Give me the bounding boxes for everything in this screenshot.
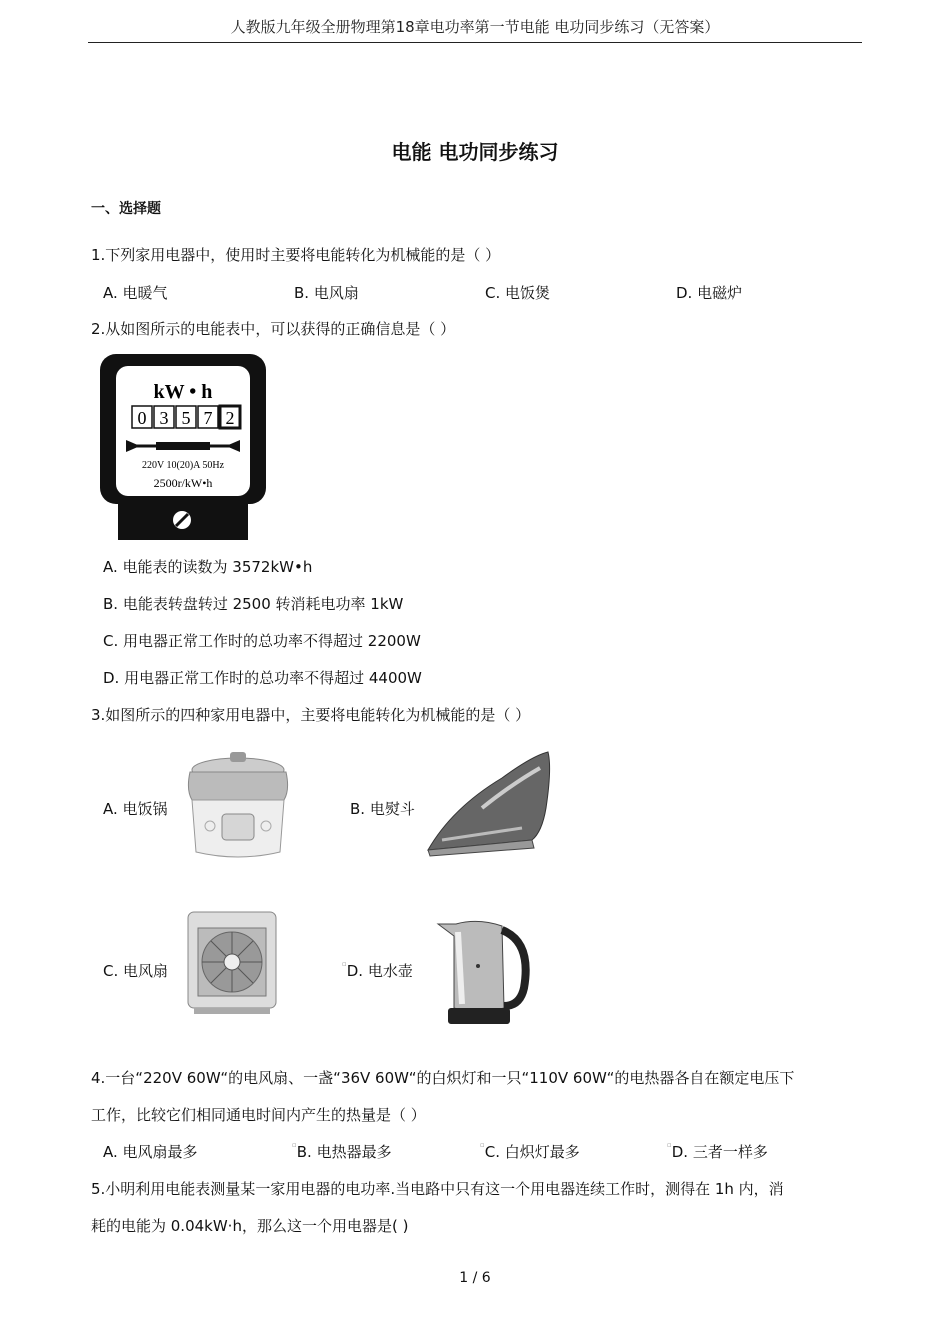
question-5-line-1: 5.小明利用电能表测量某一家用电器的电功率.当电路中只有这一个用电器连续工作时，测得在 1h 内，消	[91, 1180, 784, 1198]
question-3-text: 3.如图所示的四种家用电器中，主要将电能转化为机械能的是（ ）	[91, 706, 531, 724]
box-fan-image	[184, 908, 280, 1016]
meter-digit-5: 2	[225, 408, 235, 428]
q3-option-a: A. 电饭锅	[103, 800, 168, 818]
question-5-line-2: 耗的电能为 0.04kW·h，那么这一个用电器是( )	[91, 1217, 409, 1235]
meter-digit-3: 5	[181, 408, 191, 428]
question-4-line-1: 4.一台“220V 60W“的电风扇、一盏“36V 60W“的白炽灯和一只“110V 60W“的电热器各自在额定电压下	[91, 1069, 795, 1087]
meter-unit: kW • h	[153, 381, 213, 403]
meter-digit-2: 3	[159, 408, 169, 428]
q4-option-d: ▫D. 三者一样多	[667, 1141, 768, 1161]
meter-constant: 2500r/kW•h	[153, 476, 213, 490]
electric-iron-image	[422, 748, 556, 858]
page-title: 电能 电功同步练习	[391, 140, 559, 164]
q4-option-c: ▫C. 白炽灯最多	[480, 1141, 580, 1161]
q3-option-c: C. 电风扇	[103, 962, 169, 980]
q1-option-c: C. 电饭煲	[485, 284, 551, 302]
question-4-line-2: 工作，比较它们相同通电时间内产生的热量是（ ）	[91, 1106, 426, 1124]
section-heading: 一、选择题	[91, 201, 161, 217]
q2-option-d: D. 用电器正常工作时的总功率不得超过 4400W	[103, 669, 422, 687]
q2-option-a: A. 电能表的读数为 3572kW•h	[103, 558, 313, 576]
q4-option-b: ▫B. 电热器最多	[292, 1141, 392, 1161]
page-number: 1 / 6	[459, 1270, 491, 1286]
q2-option-b: B. 电能表转盘转过 2500 转消耗电功率 1kW	[103, 595, 404, 613]
q1-option-b: B. 电风扇	[294, 284, 359, 302]
q3-option-b: B. 电熨斗	[350, 800, 415, 818]
q1-option-a: A. 电暖气	[103, 284, 168, 302]
q1-option-d: D. 电磁炉	[676, 284, 743, 302]
page-header: 人教版九年级全册物理第18章电功率第一节电能 电功同步练习（无答案）	[230, 18, 720, 36]
q3-option-d: ▫D. 电水壶	[342, 960, 413, 980]
energy-meter-figure	[98, 352, 268, 540]
meter-rating: 220V 10(20)A 50Hz	[141, 460, 225, 471]
meter-digit-4: 7	[203, 408, 213, 428]
electric-kettle-image	[428, 912, 534, 1032]
q4-option-a: A. 电风扇最多	[103, 1143, 198, 1161]
meter-digit-1: 0	[137, 408, 147, 428]
rice-cooker-image	[182, 750, 294, 862]
question-1-text: 1.下列家用电器中，使用时主要将电能转化为机械能的是（ ）	[91, 246, 501, 264]
q2-option-c: C. 用电器正常工作时的总功率不得超过 2200W	[103, 632, 421, 650]
question-2-text: 2.从如图所示的电能表中，可以获得的正确信息是（ ）	[91, 320, 456, 338]
header-rule	[88, 42, 862, 43]
